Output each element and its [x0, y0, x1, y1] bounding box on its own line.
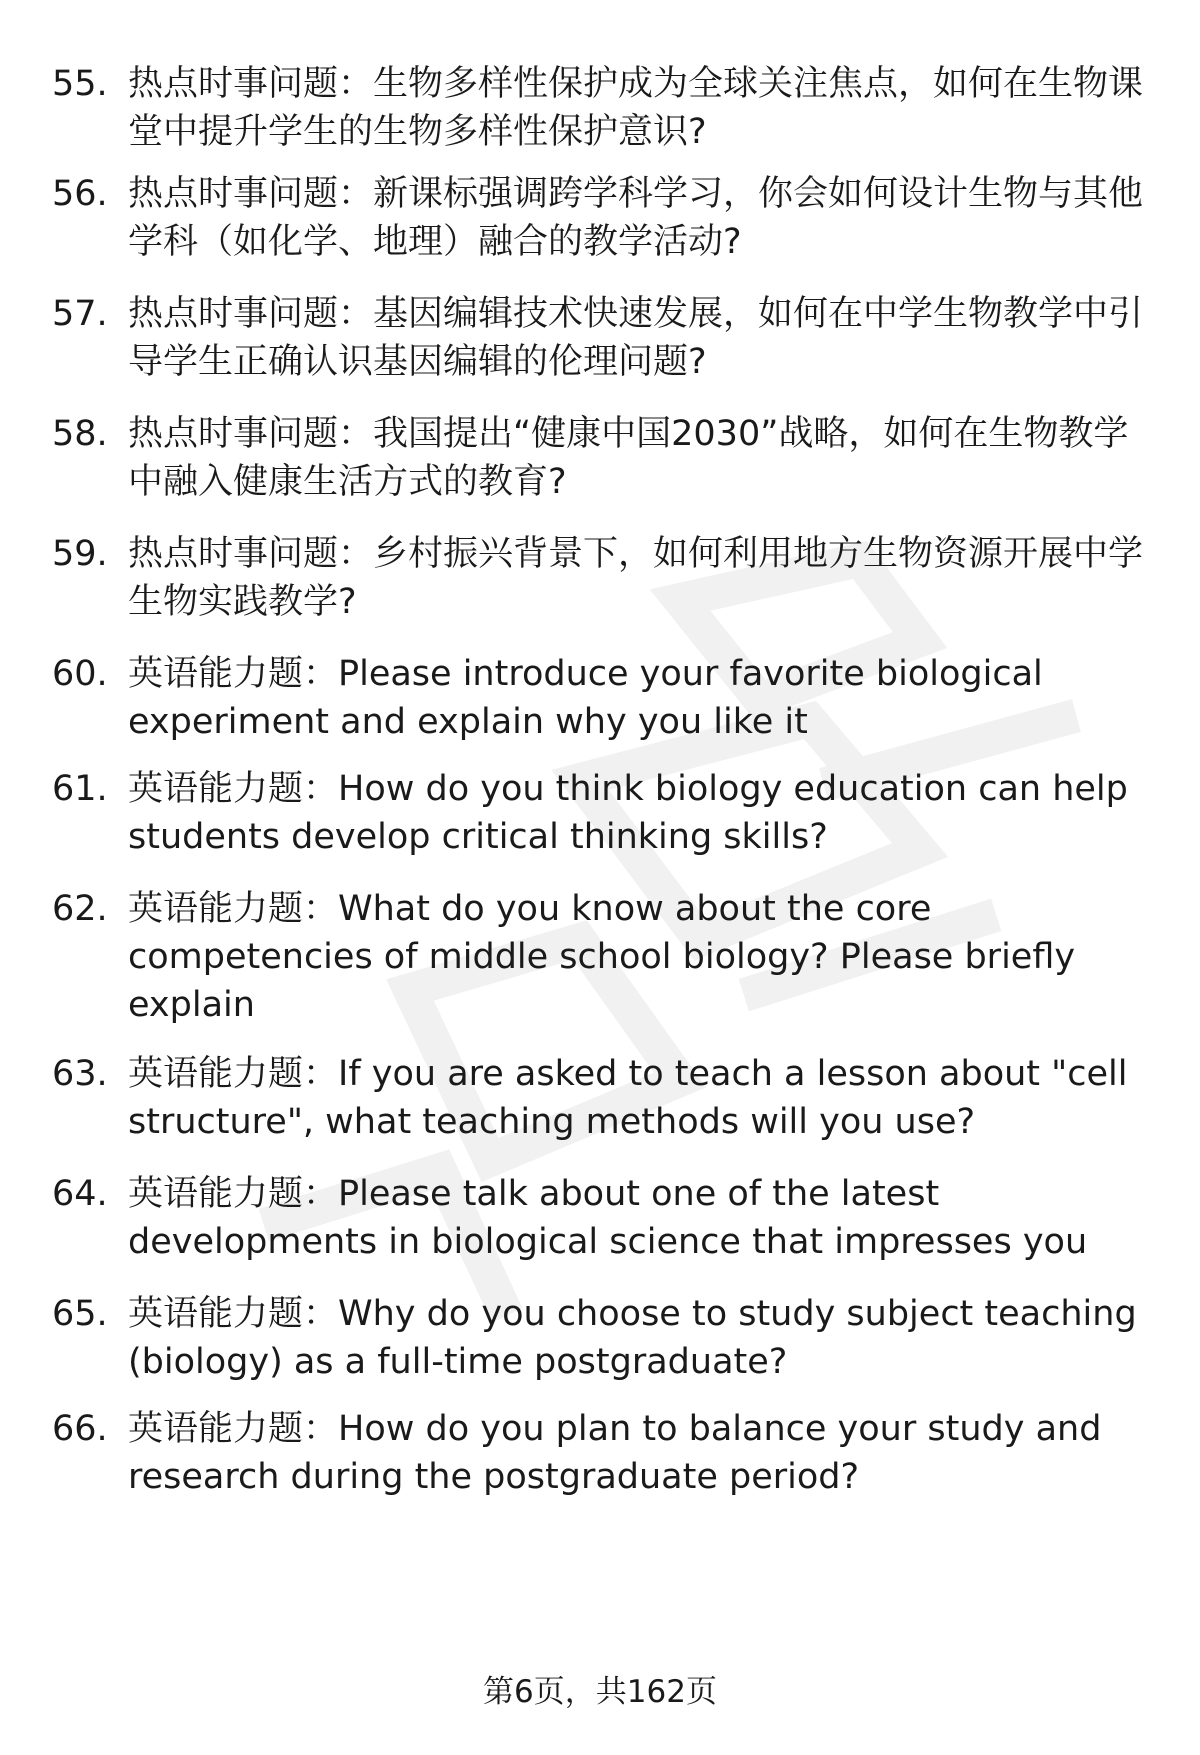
- page-footer: 第6页，共162页: [483, 1674, 717, 1710]
- question-number: 61.: [52, 769, 108, 809]
- question-text: 英语能力题：How do you think biology education can help students develop critical thinking skills?: [128, 769, 1128, 857]
- question-number: 58.: [52, 414, 108, 454]
- question-text: 热点时事问题：乡村振兴背景下，如何利用地方生物资源开展中学生物实践教学?: [128, 534, 1144, 622]
- question-number: 56.: [52, 174, 108, 214]
- question-text: 英语能力题：Please introduce your favorite biological experiment and explain why you like it: [128, 654, 1043, 742]
- question-number: 66.: [52, 1409, 108, 1449]
- question-text: 英语能力题：If you are asked to teach a lesson about "cell structure", what teaching methods will you use?: [128, 1054, 1128, 1142]
- question-text: 英语能力题：How do you plan to balance your study and research during the postgraduate period?: [128, 1409, 1102, 1497]
- question-number: 60.: [52, 654, 108, 694]
- question-number: 62.: [52, 889, 108, 929]
- question-number: 55.: [52, 64, 108, 104]
- question-text: 英语能力题：What do you know about the core competencies of middle school biology? Please briefly explain: [128, 889, 1076, 1025]
- question-text: 热点时事问题：新课标强调跨学科学习，你会如何设计生物与其他学科（如化学、地理）融合的教学活动?: [128, 174, 1144, 262]
- question-text: 英语能力题：Why do you choose to study subject teaching (biology) as a full-time postgraduate?: [128, 1294, 1137, 1382]
- question-number: 65.: [52, 1294, 108, 1334]
- question-number: 59.: [52, 534, 108, 574]
- question-text: 热点时事问题：我国提出“健康中国2030”战略，如何在生物教学中融入健康生活方式的教育?: [128, 414, 1129, 502]
- question-text: 热点时事问题：生物多样性保护成为全球关注焦点，如何在生物课堂中提升学生的生物多样性保护意识?: [128, 64, 1144, 152]
- question-text: 热点时事问题：基因编辑技术快速发展，如何在中学生物教学中引导学生正确认识基因编辑的伦理问题?: [128, 294, 1144, 382]
- question-number: 64.: [52, 1174, 108, 1214]
- question-number: 57.: [52, 294, 108, 334]
- question-text: 英语能力题：Please talk about one of the latest developments in biological science that impresses you: [128, 1174, 1088, 1262]
- question-number: 63.: [52, 1054, 108, 1094]
